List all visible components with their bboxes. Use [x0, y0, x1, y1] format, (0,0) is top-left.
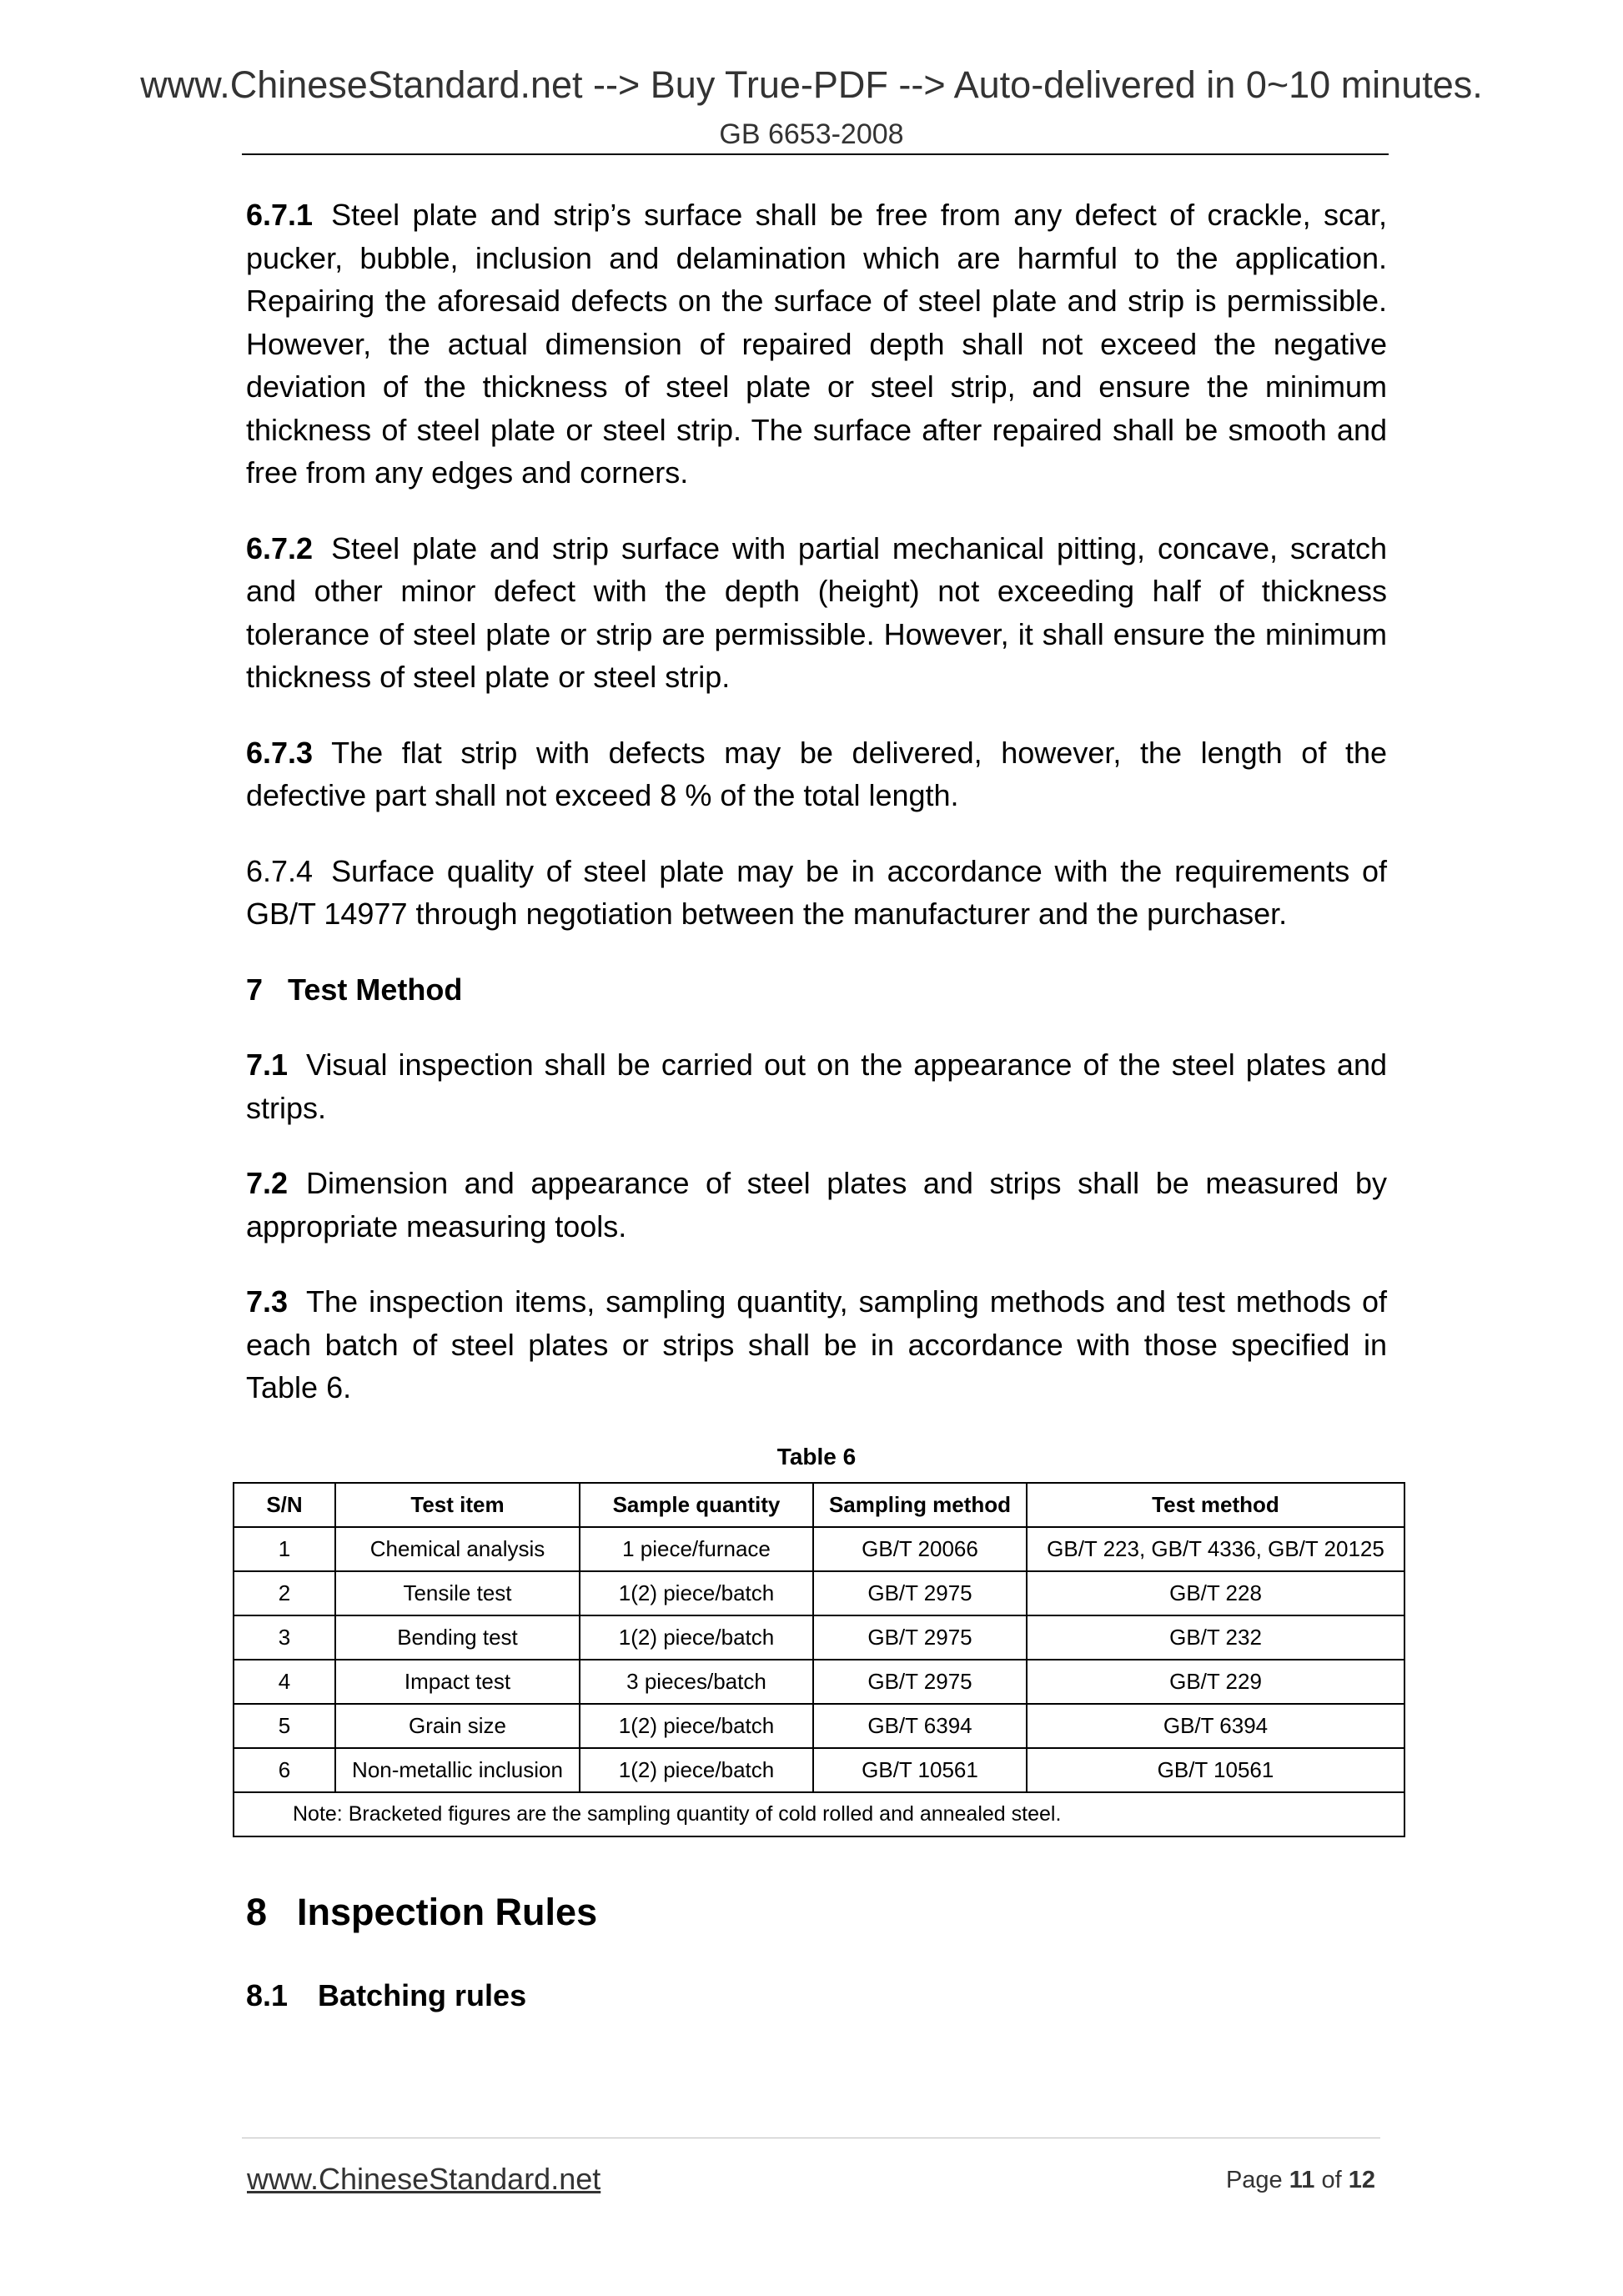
cell-test-item: Chemical analysis [335, 1527, 580, 1571]
table-6-wrapper [233, 1482, 1404, 1837]
cell-sampling-method: GB/T 10561 [813, 1748, 1027, 1792]
standard-number: GB 6653-2008 [719, 118, 904, 150]
cell-test-method: GB/T 10561 [1027, 1748, 1404, 1792]
table-note-row [234, 1792, 1404, 1836]
cell-sample-quantity: 1 piece/furnace [580, 1527, 813, 1571]
cell-sample-quantity: 1(2) piece/batch [580, 1704, 813, 1748]
section-8-heading [246, 1887, 1387, 1937]
column-header-test-item: Test item [335, 1483, 580, 1527]
section-8-1-heading [246, 1974, 1387, 2017]
clause-text: Steel plate and strip surface with partial mechanical pitting, concave, scratch and other minor defect with the depth (height) not exceeding half of thickness tolerance of steel plate or strip are permissible. However, it shall ensure the minimum thickness of steel plate or steel strip. [246, 530, 1387, 694]
clause-text: The inspection items, sampling quantity, sampling methods and test methods of each batch of steel plates or strips shall be in accordance with those specified in Table 6. [246, 1284, 1387, 1404]
column-header-sn: S/N [234, 1483, 335, 1527]
cell-sn: 3 [234, 1615, 335, 1660]
cell-sampling-method: GB/T 20066 [813, 1527, 1027, 1571]
column-header-test-method: Test method [1027, 1483, 1404, 1527]
clause-text: Surface quality of steel plate may be in accordance with the requirements of GB/T 14977 through negotiation between the manufacturer and the purchaser. [246, 853, 1387, 931]
clause-number: 6.7.2 [246, 530, 314, 565]
table-row [234, 1660, 1404, 1704]
page-indicator [1226, 2167, 1375, 2194]
cell-test-item: Grain size [335, 1704, 580, 1748]
table-row [234, 1615, 1404, 1660]
cell-sn: 4 [234, 1660, 335, 1704]
cell-sampling-method: GB/T 2975 [813, 1571, 1027, 1615]
section-number: 7 [246, 972, 264, 1007]
clause-number: 7.1 [246, 1048, 289, 1082]
cell-test-item: Bending test [335, 1615, 580, 1660]
cell-test-method: GB/T 223, GB/T 4336, GB/T 20125 [1027, 1527, 1404, 1571]
clause-7-2 [246, 1162, 1387, 1248]
cell-sn: 1 [234, 1527, 335, 1571]
cell-sample-quantity: 3 pieces/batch [580, 1660, 813, 1704]
clause-number: 6.7.1 [246, 198, 314, 232]
cell-sample-quantity: 1(2) piece/batch [580, 1615, 813, 1660]
cell-sampling-method: GB/T 2975 [813, 1615, 1027, 1660]
cell-sampling-method: GB/T 2975 [813, 1660, 1027, 1704]
clause-6-7-4 [246, 850, 1387, 936]
clause-number: 6.7.4 [246, 853, 314, 888]
column-header-sample-quantity: Sample quantity [580, 1483, 813, 1527]
table-row [234, 1571, 1404, 1615]
clause-7-3 [246, 1280, 1387, 1409]
cell-test-method: GB/T 228 [1027, 1571, 1404, 1615]
section-title: Batching rules [318, 1977, 527, 2012]
clause-number: 7.2 [246, 1166, 289, 1200]
table-row [234, 1748, 1404, 1792]
page-current: 11 [1289, 2167, 1315, 2193]
header-banner: www.ChineseStandard.net --> Buy True-PDF --> Auto-delivered in 0~10 minutes. [140, 63, 1483, 106]
clause-number: 7.3 [246, 1284, 289, 1319]
table-row [234, 1527, 1404, 1571]
section-number: 8 [246, 1890, 268, 1933]
cell-sample-quantity: 1(2) piece/batch [580, 1571, 813, 1615]
table-header-row [234, 1483, 1404, 1527]
clause-text: Dimension and appearance of steel plates and strips shall be measured by appropriate measuring tools. [246, 1166, 1387, 1243]
table-6 [233, 1482, 1405, 1837]
clause-7-1 [246, 1043, 1387, 1129]
table-caption: Table 6 [776, 1443, 857, 1470]
table-row [234, 1704, 1404, 1748]
page-content [246, 193, 1387, 2017]
section-7-heading [246, 968, 1387, 1012]
table-note: Note: Bracketed figures are the sampling quantity of cold rolled and annealed steel. [234, 1792, 1404, 1836]
cell-sampling-method: GB/T 6394 [813, 1704, 1027, 1748]
header-divider [242, 153, 1389, 155]
clause-number: 6.7.3 [246, 735, 314, 770]
cell-test-method: GB/T 6394 [1027, 1704, 1404, 1748]
cell-sn: 6 [234, 1748, 335, 1792]
clause-6-7-1 [246, 193, 1387, 495]
clause-6-7-3 [246, 731, 1387, 817]
page-total: 12 [1348, 2167, 1375, 2193]
section-title: Test Method [288, 972, 463, 1007]
section-title: Inspection Rules [297, 1890, 598, 1933]
cell-test-item: Tensile test [335, 1571, 580, 1615]
cell-test-method: GB/T 232 [1027, 1615, 1404, 1660]
cell-test-item: Non-metallic inclusion [335, 1748, 580, 1792]
clause-text: Visual inspection shall be carried out on the appearance of the steel plates and strips. [246, 1048, 1387, 1125]
cell-test-item: Impact test [335, 1660, 580, 1704]
page-word: Page [1225, 2167, 1283, 2193]
cell-sample-quantity: 1(2) piece/batch [580, 1748, 813, 1792]
clause-text: Steel plate and strip’s surface shall be free from any defect of crackle, scar, pucker, bubble, inclusion and delamination which are harmful to the application. Repairing the aforesaid defects on the surface of steel plate and strip is permissible. However, the actual dimension of repaired depth shall not exceed the negative deviation of the thickness of steel plate or steel strip, and ensure the minimum thickness of steel plate or steel strip. The surface after repaired shall be smooth and free from any edges and corners. [246, 198, 1387, 490]
cell-sn: 5 [234, 1704, 335, 1748]
clause-6-7-2 [246, 527, 1387, 699]
cell-sn: 2 [234, 1571, 335, 1615]
clause-text: The flat strip with defects may be delivered, however, the length of the defective part shall not exceed 8 % of the total length. [246, 735, 1387, 812]
page-of: of [1321, 2167, 1342, 2193]
section-number: 8.1 [246, 1977, 289, 2012]
footer-website-link[interactable]: www.ChineseStandard.net [247, 2162, 601, 2196]
column-header-sampling-method: Sampling method [813, 1483, 1027, 1527]
cell-test-method: GB/T 229 [1027, 1660, 1404, 1704]
